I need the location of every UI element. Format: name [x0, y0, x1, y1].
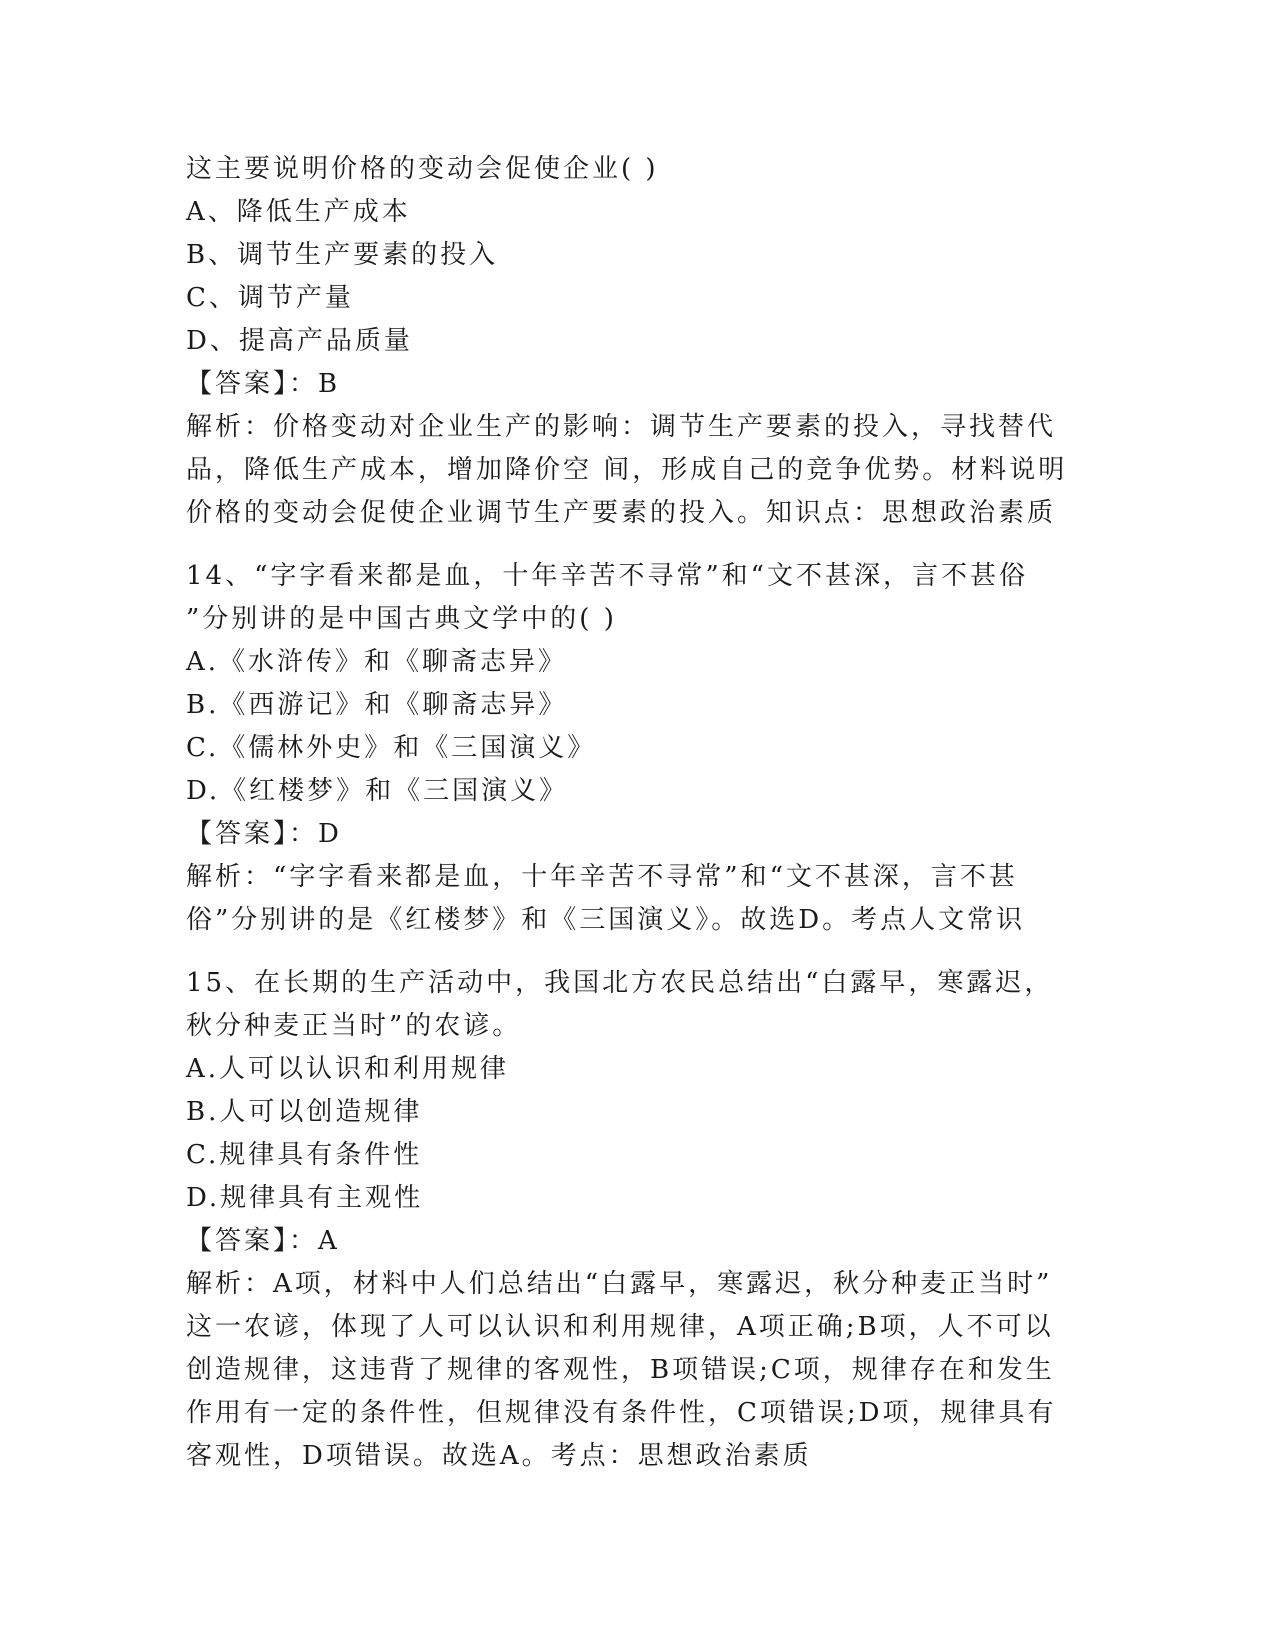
- option-c: C.《儒林外史》和《三国演义》: [186, 733, 597, 763]
- analysis-line: 价格的变动会促使企业调节生产要素的投入。知识点：思想政治素质: [186, 498, 1057, 528]
- question-stem: 15、在长期的生产活动中，我国北方农民总结出“白露早，寒露迟，: [186, 968, 1054, 998]
- analysis-line: 解析：“字字看来都是血，十年辛苦不寻常”和“文不甚深，言不甚: [186, 862, 1018, 892]
- option-c: C、调节产量: [186, 283, 354, 313]
- analysis-line: 作用有一定的条件性，但规律没有条件性，C项错误;D项，规律具有: [186, 1398, 1057, 1428]
- question-stem: 这主要说明价格的变动会促使企业( ): [186, 154, 659, 184]
- option-a: A、降低生产成本: [186, 197, 411, 227]
- option-b: B.《西游记》和《聊斋志异》: [186, 690, 568, 720]
- analysis-line: 这一农谚，体现了人可以认识和利用规律，A项正确;B项，人不可以: [186, 1312, 1054, 1342]
- question-stem: ”分别讲的是中国古典文学中的( ): [186, 604, 617, 634]
- answer: 【答案】：B: [186, 369, 341, 399]
- question-13: [186, 148, 1066, 535]
- analysis-line: 俗”分别讲的是《红楼梦》和《三国演义》。故选D。考点人文常识: [186, 905, 1026, 935]
- option-b: B.人可以创造规律: [186, 1097, 423, 1127]
- option-d: D、提高产品质量: [186, 326, 413, 356]
- document-content: [186, 148, 1066, 1478]
- option-a: A.《水浒传》和《聊斋志异》: [186, 647, 568, 677]
- analysis-line: 客观性，D项错误。故选A。考点：思想政治素质: [186, 1441, 812, 1471]
- question-15: [186, 962, 1066, 1478]
- option-d: D.《红楼梦》和《三国演义》: [186, 776, 569, 806]
- analysis-line: 创造规律，这违背了规律的客观性，B项错误;C项，规律存在和发生: [186, 1355, 1055, 1385]
- option-d: D.规律具有主观性: [186, 1183, 424, 1213]
- question-stem: 秋分种麦正当时”的农谚。: [186, 1011, 522, 1041]
- option-b: B、调节生产要素的投入: [186, 240, 499, 270]
- answer: 【答案】：A: [186, 1226, 340, 1256]
- question-14: [186, 555, 1066, 942]
- option-c: C.规律具有条件性: [186, 1140, 423, 1170]
- analysis-line: 品，降低生产成本，增加降价空 间，形成自己的竞争优势。材料说明: [186, 455, 1068, 485]
- option-a: A.人可以认识和利用规律: [186, 1054, 510, 1084]
- analysis-line: 解析：A项，材料中人们总结出“白露早，寒露迟，秋分种麦正当时”: [186, 1269, 1053, 1299]
- question-stem: 14、“字字看来都是血，十年辛苦不寻常”和“文不甚深，言不甚俗: [186, 561, 1028, 591]
- analysis-line: 解析：价格变动对企业生产的影响：调节生产要素的投入，寻找替代: [186, 412, 1057, 442]
- answer: 【答案】：D: [186, 819, 342, 849]
- spacer: [186, 535, 1066, 555]
- spacer: [186, 942, 1066, 962]
